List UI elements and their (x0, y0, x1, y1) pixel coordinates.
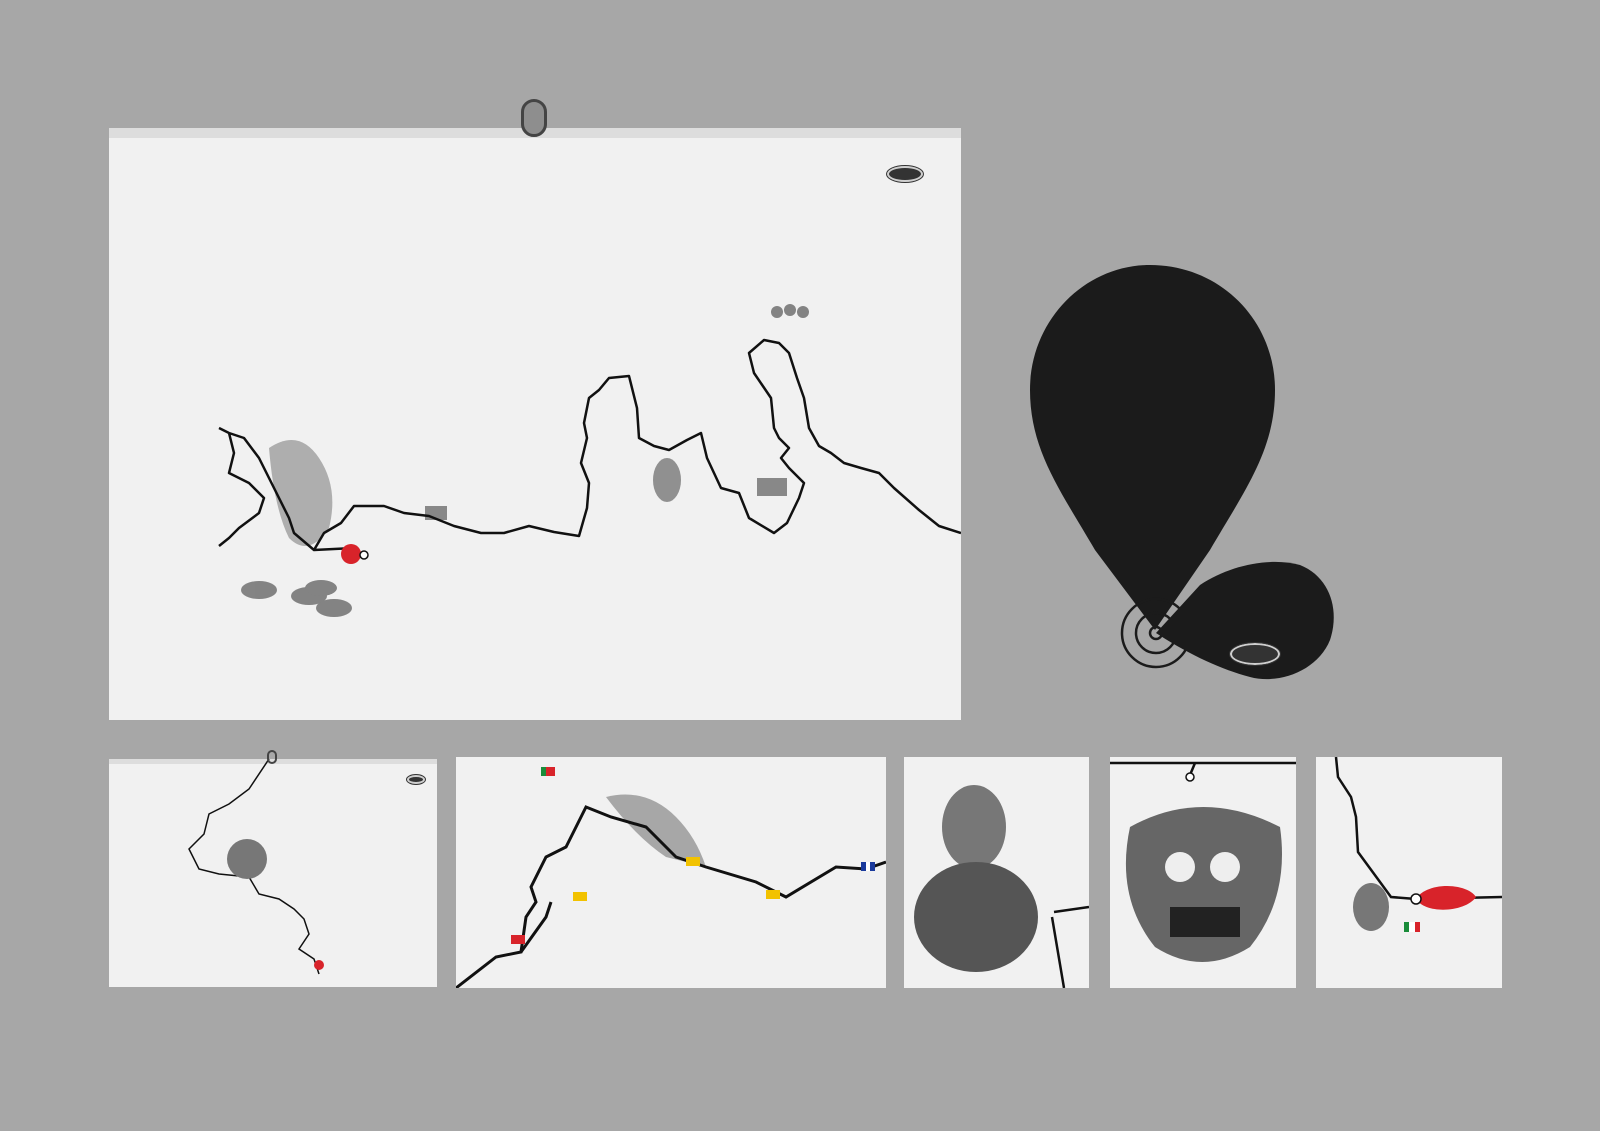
thumb-hanger-ring (267, 750, 277, 764)
mask-illustration (1353, 883, 1389, 931)
detail-woman-panel (904, 757, 1089, 988)
mountain-texture (606, 795, 706, 868)
sadhu-illustration (653, 458, 681, 502)
aztec-stone-illustration (227, 839, 267, 879)
detail-route-map (456, 757, 886, 988)
woman-illustration (904, 757, 1089, 988)
jan-marker (341, 544, 368, 564)
oryx-illustration (241, 580, 352, 617)
mountain-texture (269, 440, 332, 546)
main-route-map (109, 128, 961, 720)
main-route-line (219, 340, 961, 556)
oct-red-marker (1416, 886, 1476, 910)
thumb-route-map (109, 759, 437, 987)
detail-mask-panel (1110, 757, 1296, 988)
stats-pin (1030, 265, 1340, 695)
detail-oct-panel (1316, 757, 1502, 988)
hanger-ring (521, 99, 547, 137)
detail-route-panel (456, 757, 886, 988)
land-rover-logo (887, 166, 923, 182)
thumb-red-marker (314, 960, 324, 970)
main-calendar (109, 128, 961, 720)
oct-route-map (1316, 757, 1502, 988)
temple-illustration (757, 478, 787, 496)
monks-illustration (771, 304, 809, 318)
mask-illustration (1110, 757, 1296, 988)
oct-route-line (1336, 757, 1502, 899)
land-rover-logo (407, 775, 425, 784)
land-rover-logo (1230, 643, 1280, 665)
thumb-calendar (109, 759, 437, 987)
stats-pin-shape (1030, 265, 1340, 695)
